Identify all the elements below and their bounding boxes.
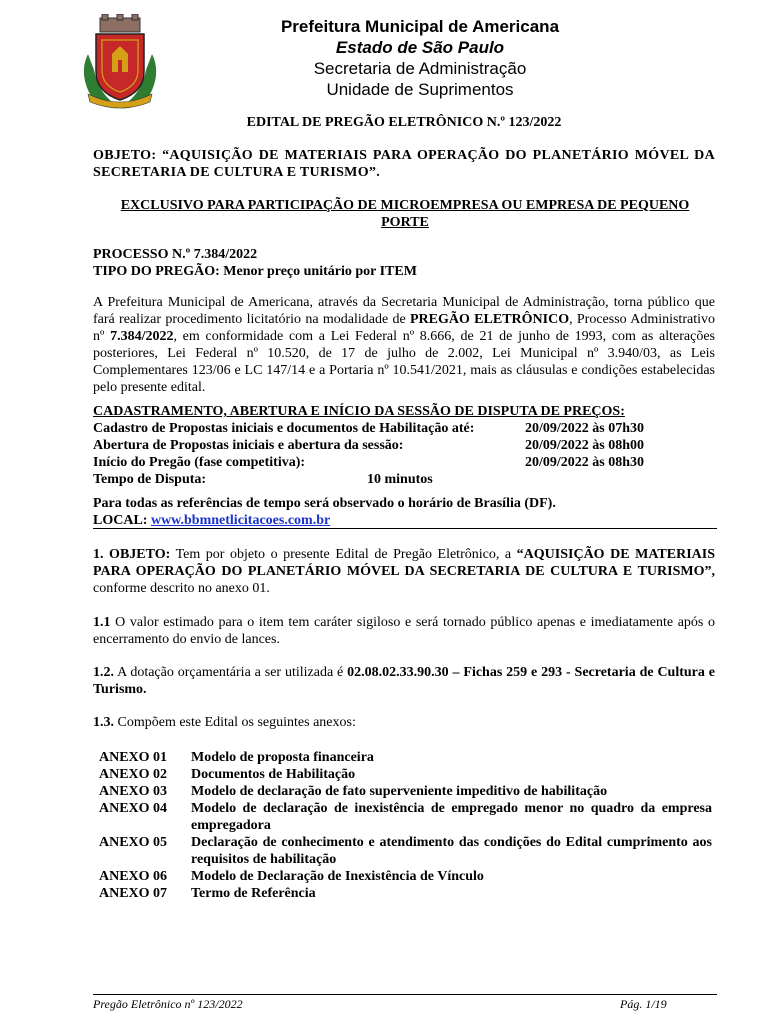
section-1-2-number: 1.2. xyxy=(93,665,114,680)
page-number: Pág. 1/19 xyxy=(620,997,667,1011)
anexo-id: ANEXO 05 xyxy=(99,835,168,850)
schedule-label-tempo: Tempo de Disputa: xyxy=(93,472,207,487)
section-1-3 xyxy=(93,714,715,731)
intro-modalidade: PREGÃO ELETRÔNICO xyxy=(409,312,570,327)
anexo-id: ANEXO 06 xyxy=(99,869,168,884)
municipality-title: Prefeitura Municipal de Americana xyxy=(280,17,560,36)
section-1-1-text: O valor estimado para o item tem caráter sigiloso e será tornado público apenas e imediatamente após o encerramento do envio de lances. xyxy=(93,615,715,647)
section-1-1 xyxy=(93,614,715,648)
section-1-1-number: 1.1 xyxy=(93,615,111,630)
tipo-pregao-value: : Menor preço unitário por ITEM xyxy=(215,264,417,279)
schedule-label-inicio: Início do Pregão (fase competitiva): xyxy=(93,455,306,470)
footer-divider xyxy=(93,994,717,995)
schedule-label-cadastro: Cadastro de Propostas iniciais e documentos de Habilitação até: xyxy=(93,421,475,436)
schedule-value-inicio: 20/09/2022 às 08h30 xyxy=(525,455,645,470)
anexo-desc: Termo de Referência xyxy=(191,886,316,901)
objeto-heading: OBJETO: “AQUISIÇÃO DE MATERIAIS PARA OPERAÇÃO DO PLANETÁRIO MÓVEL DA SECRETARIA DE CULTURA E TURISMO”. xyxy=(93,148,715,180)
edital-title: EDITAL DE PREGÃO ELETRÔNICO N.º 123/2022 xyxy=(246,115,562,130)
intro-processo: 7.384/2022 xyxy=(110,329,174,344)
schedule-value-tempo: 10 minutos xyxy=(367,472,433,487)
tipo-pregao-label: TIPO DO PREGÃO xyxy=(93,264,216,279)
anexo-id: ANEXO 02 xyxy=(99,767,168,782)
intro-paragraph xyxy=(93,294,715,396)
schedule-value-cadastro: 20/09/2022 às 07h30 xyxy=(525,421,645,436)
schedule-heading: CADASTRAMENTO, ABERTURA E INÍCIO DA SESSÃO DE DISPUTA DE PREÇOS: xyxy=(93,404,625,419)
intro-text-1: A Prefeitura Municipal de Americana, através da Secretaria Municipal de Administração, torna público que fará realizar procedimento licitatório na modalidade de xyxy=(93,295,715,327)
anexo-desc: Modelo de declaração de inexistência de empregado menor no quadro da empresa empregadora xyxy=(191,801,712,833)
section-1-number: 1. OBJETO: xyxy=(93,547,171,562)
processo-number: PROCESSO N.º 7.384/2022 xyxy=(93,247,258,262)
intro-text-3: , em conformidade com a Lei Federal nº 8.666, de 21 de junho de 1993, com as alterações posteriores, Lei Federal nº 10.520, de 17 de julho de 2.002, Lei Municipal nº 3.940/03, as Leis Complementares 123/06 e LC 147/14 e a Portaria nº 10.541/2021, mais as cláusulas e condições estabelecidas pelo presente edital. xyxy=(93,329,715,395)
anexo-id: ANEXO 03 xyxy=(99,784,168,799)
schedule-label-abertura: Abertura de Propostas iniciais e abertura da sessão: xyxy=(93,438,404,453)
footer-edital: Pregão Eletrônico nº 123/2022 xyxy=(93,997,243,1011)
anexo-desc: Modelo de declaração de fato superveniente impeditivo de habilitação xyxy=(191,784,608,799)
schedule-value-abertura: 20/09/2022 às 08h00 xyxy=(525,438,645,453)
anexo-desc: Documentos de Habilitação xyxy=(191,767,356,782)
section-1-3-number: 1.3. xyxy=(93,715,114,730)
anexo-desc: Modelo de Declaração de Inexistência de Vínculo xyxy=(191,869,484,884)
section-1-2-dotacao: 02.08.02.33.90.30 – Fichas 259 e 293 - Secretaria de Cultura e Turismo. xyxy=(93,665,715,697)
section-1-2-text: A dotação orçamentária a ser utilizada é xyxy=(114,665,348,680)
anexo-desc: Modelo de proposta financeira xyxy=(191,750,374,765)
unit-name: Unidade de Suprimentos xyxy=(326,80,514,99)
anexo-id: ANEXO 01 xyxy=(99,750,168,765)
local-line xyxy=(93,512,715,529)
section-divider xyxy=(93,528,717,529)
section-1-2 xyxy=(93,664,715,698)
department-name: Secretaria de Administração xyxy=(313,59,527,78)
timezone-note: Para todas as referências de tempo será observado o horário de Brasília (DF). xyxy=(93,496,556,511)
bbmnet-link[interactable]: www.bbmnetlicitacoes.com.br xyxy=(150,513,331,528)
section-1-text: Tem por objeto o presente Edital de Pregão Eletrônico, a xyxy=(170,547,517,562)
section-1-objeto xyxy=(93,546,715,597)
section-1-3-text: Compõem este Edital os seguintes anexos: xyxy=(114,715,356,730)
state-name: Estado de São Paulo xyxy=(335,38,505,57)
anexo-id: ANEXO 07 xyxy=(99,886,168,901)
tipo-pregao xyxy=(93,263,715,280)
anexo-id: ANEXO 04 xyxy=(99,801,168,816)
section-1-text-end: conforme descrito no anexo 01. xyxy=(93,581,270,596)
exclusivo-notice: EXCLUSIVO PARA PARTICIPAÇÃO DE MICROEMPRESA OU EMPRESA DE PEQUENO PORTE xyxy=(120,198,690,230)
anexo-desc: Declaração de conhecimento e atendimento das condições do Edital cumprimento aos requisitos de habilitação xyxy=(191,835,712,867)
local-label: LOCAL: xyxy=(93,513,151,528)
coat-of-arms-logo xyxy=(78,14,162,112)
section-1-object: “AQUISIÇÃO DE MATERIAIS PARA OPERAÇÃO DO PLANETÁRIO MÓVEL DA SECRETARIA DE CULTURA E TURISMO”, xyxy=(93,547,716,579)
intro-text-2: , Processo Administrativo nº xyxy=(93,312,715,344)
